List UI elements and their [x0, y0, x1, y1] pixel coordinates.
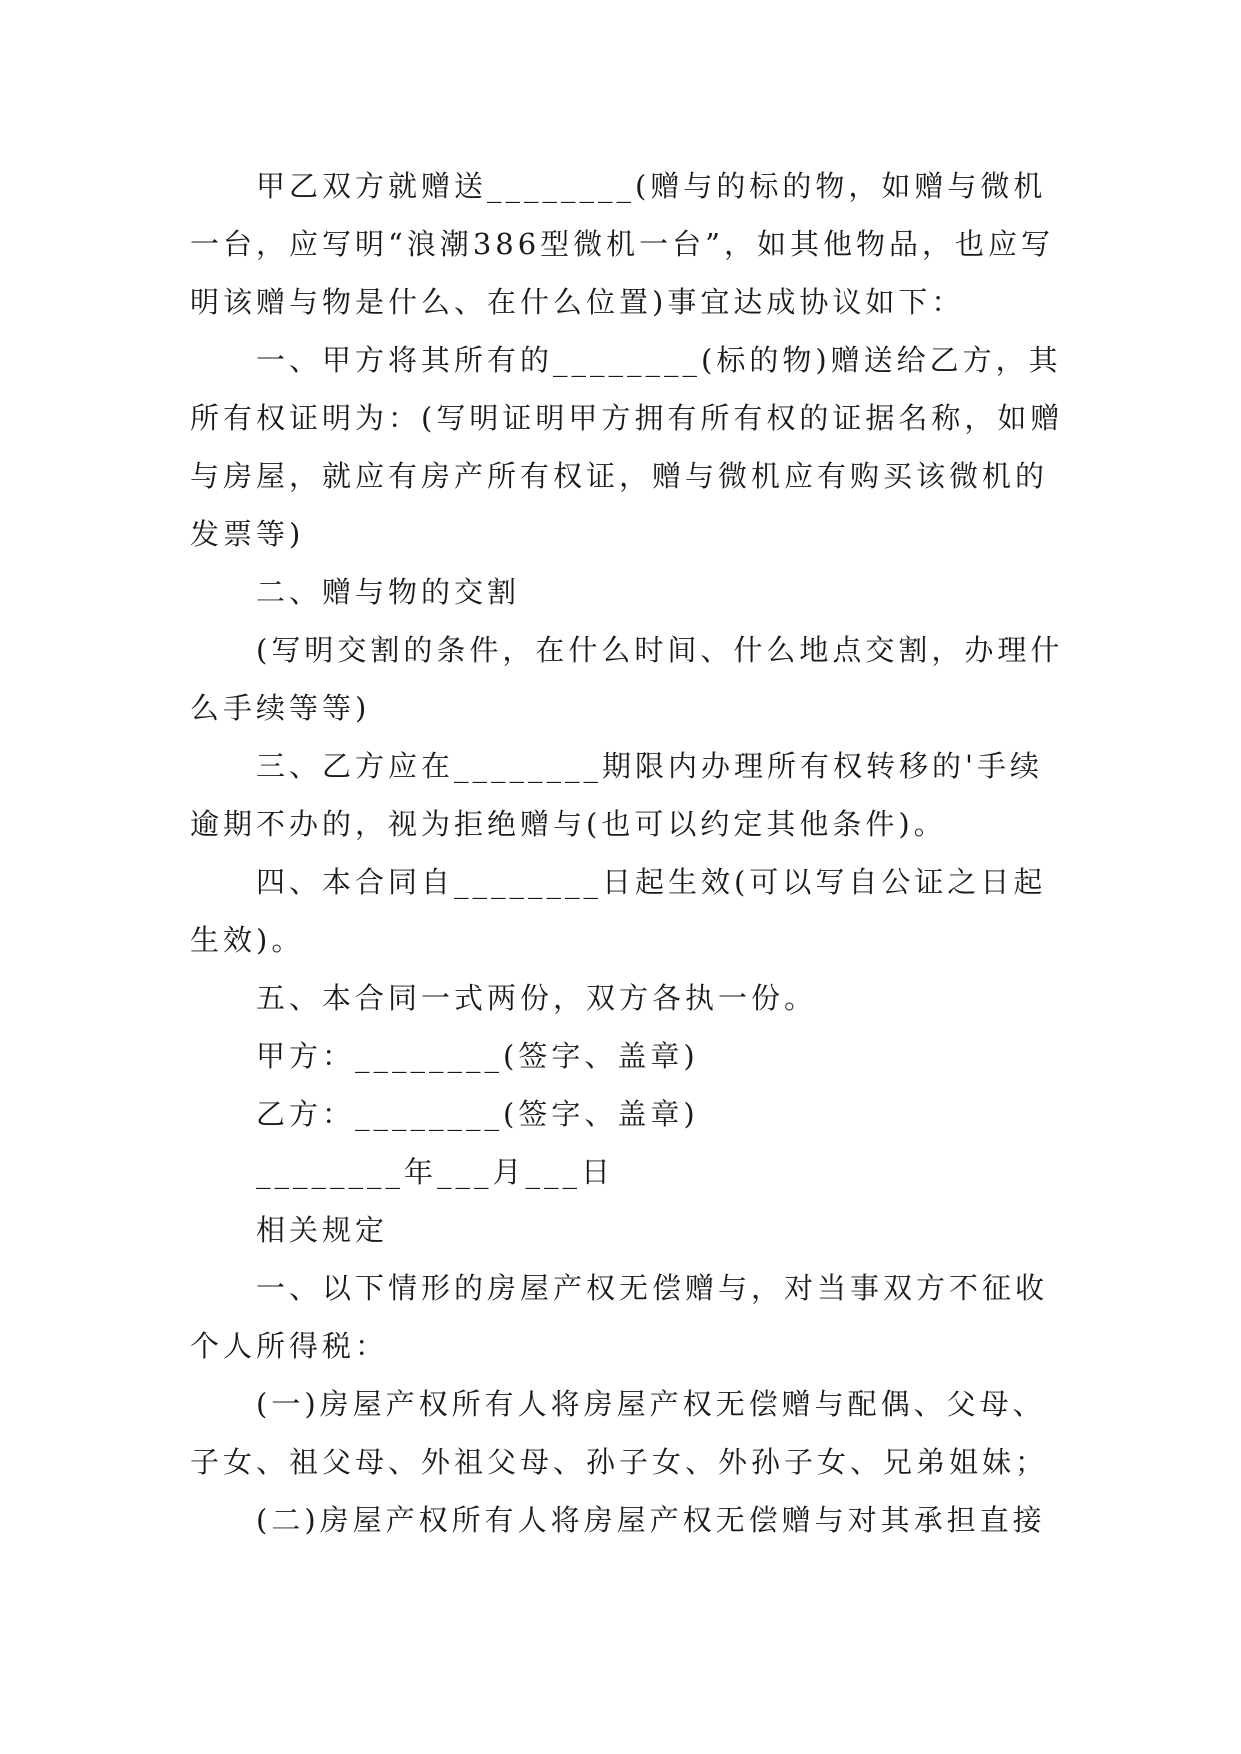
paragraph-clause-2-heading: 二、赠与物的交割 — [256, 575, 521, 609]
paragraph-clause-3: 三、乙方应在________期限内办理所有权转移的'手续逾期不办的，视为拒绝赠与(也可以约定其他条件)。 — [190, 749, 1043, 841]
signature-party-b: 乙方：________(签字、盖章) — [256, 1097, 699, 1131]
paragraph-clause-1: 一、甲方将其所有的________(标的物)赠送给乙方，其所有权证明为：(写明证明甲方拥有所有权的证据名称，如赠与房屋，就应有房产所有权证，赠与微机应有购买该微机的发票等) — [190, 343, 1064, 551]
paragraph-regulation-1: 一、以下情形的房屋产权无偿赠与，对当事双方不征收个人所得税： — [190, 1271, 1049, 1363]
section-heading-regulations: 相关规定 — [256, 1213, 389, 1247]
paragraph-clause-4: 四、本合同自________日起生效(可以写自公证之日起生效)。 — [190, 865, 1047, 957]
document-body — [190, 157, 1070, 1549]
paragraph-intro: 甲乙双方就赠送________(赠与的标的物，如赠与微机一台，应写明“浪潮386型微机一台”，如其他物品，也应写明该赠与物是什么、在什么位置)事宜达成协议如下： — [190, 169, 1055, 319]
signature-party-a: 甲方：________(签字、盖章) — [256, 1039, 699, 1073]
paragraph-regulation-1-item-1: (一)房屋产权所有人将房屋产权无偿赠与配偶、父母、子女、祖父母、外祖父母、孙子女、外孙子女、兄弟姐妹； — [190, 1387, 1049, 1479]
paragraph-clause-2-body: (写明交割的条件，在什么时间、什么地点交割，办理什么手续等等) — [190, 633, 1064, 725]
paragraph-clause-5: 五、本合同一式两份，双方各执一份。 — [256, 981, 818, 1015]
date-line: ________年___月___日 — [256, 1155, 615, 1189]
paragraph-regulation-1-item-2: (二)房屋产权所有人将房屋产权无偿赠与对其承担直接 — [256, 1503, 1046, 1537]
